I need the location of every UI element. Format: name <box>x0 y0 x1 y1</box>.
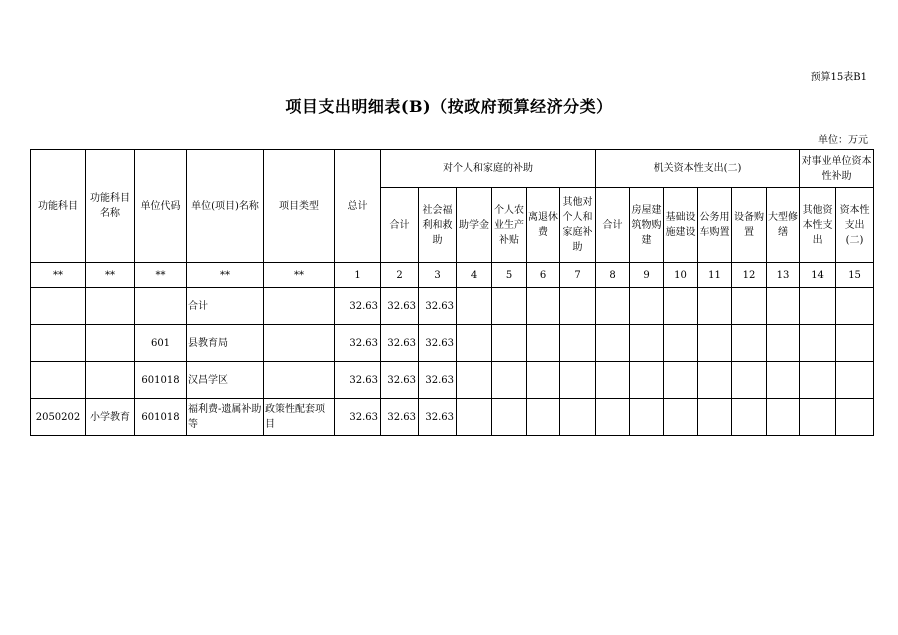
cell-empty <box>527 399 560 436</box>
cell-empty <box>492 325 527 362</box>
col-other-personal: 其他对个人和家庭补助 <box>560 188 596 263</box>
index-cell: ** <box>31 263 86 288</box>
group-public-institution-subsidy: 对事业单位资本性补助 <box>800 150 874 188</box>
cell-empty <box>836 362 874 399</box>
cell-func <box>31 288 86 325</box>
cell-empty <box>732 325 767 362</box>
cell-empty <box>664 288 698 325</box>
col-other-capital: 其他资本性支出 <box>800 188 836 263</box>
cell-code: 601018 <box>135 362 187 399</box>
cell-empty <box>596 399 630 436</box>
cell-social-welfare: 32.63 <box>419 288 457 325</box>
cell-empty <box>527 288 560 325</box>
cell-empty <box>698 325 732 362</box>
cell-func <box>31 362 86 399</box>
index-row <box>31 263 874 288</box>
cell-empty <box>732 362 767 399</box>
col-total: 总计 <box>335 150 381 263</box>
cell-empty <box>630 399 664 436</box>
index-cell: 1 <box>335 263 381 288</box>
cell-empty <box>836 399 874 436</box>
index-cell: ** <box>86 263 135 288</box>
expenditure-table <box>30 149 874 436</box>
cell-empty <box>630 288 664 325</box>
col-capital-two: 资本性支出(二) <box>836 188 874 263</box>
col-infrastructure: 基础设施建设 <box>664 188 698 263</box>
cell-empty <box>836 325 874 362</box>
cell-empty <box>836 288 874 325</box>
header-row-1 <box>31 150 874 188</box>
cell-empty <box>560 399 596 436</box>
cell-name: 合计 <box>187 288 264 325</box>
col-unit-code: 单位代码 <box>135 150 187 263</box>
col-capital-sum: 合计 <box>596 188 630 263</box>
cell-empty <box>492 362 527 399</box>
index-cell: 13 <box>767 263 800 288</box>
cell-func <box>31 325 86 362</box>
cell-type: 政策性配套项目 <box>264 399 335 436</box>
index-cell: 12 <box>732 263 767 288</box>
cell-type <box>264 362 335 399</box>
cell-empty <box>800 362 836 399</box>
col-unit-project-name: 单位(项目)名称 <box>187 150 264 263</box>
cell-empty <box>457 362 492 399</box>
cell-type <box>264 325 335 362</box>
cell-empty <box>664 325 698 362</box>
index-cell: 9 <box>630 263 664 288</box>
cell-empty <box>492 288 527 325</box>
cell-name: 县教育局 <box>187 325 264 362</box>
col-personal-sum: 合计 <box>381 188 419 263</box>
table-row <box>31 288 874 325</box>
cell-empty <box>698 399 732 436</box>
cell-func-name <box>86 325 135 362</box>
cell-code: 601018 <box>135 399 187 436</box>
col-equipment: 设备购置 <box>732 188 767 263</box>
index-cell: 15 <box>836 263 874 288</box>
cell-empty <box>767 399 800 436</box>
cell-empty <box>664 362 698 399</box>
index-cell: 11 <box>698 263 732 288</box>
cell-empty <box>698 288 732 325</box>
cell-code: 601 <box>135 325 187 362</box>
cell-empty <box>664 399 698 436</box>
cell-empty <box>457 325 492 362</box>
unit-label: 单位：万元 <box>818 135 868 146</box>
index-cell: ** <box>135 263 187 288</box>
cell-empty <box>630 362 664 399</box>
table-row <box>31 399 874 436</box>
col-retirement: 离退休费 <box>527 188 560 263</box>
index-cell: 14 <box>800 263 836 288</box>
col-building: 房屋建筑物购建 <box>630 188 664 263</box>
cell-name: 汉昌学区 <box>187 362 264 399</box>
cell-empty <box>560 325 596 362</box>
cell-type <box>264 288 335 325</box>
cell-empty <box>527 362 560 399</box>
cell-empty <box>596 325 630 362</box>
col-farm-subsidy: 个人农业生产补贴 <box>492 188 527 263</box>
cell-social-welfare: 32.63 <box>419 399 457 436</box>
page-title: 项目支出明细表(B)（按政府预算经济分类） <box>285 97 613 116</box>
cell-func-name: 小学教育 <box>86 399 135 436</box>
index-cell: 4 <box>457 263 492 288</box>
cell-total: 32.63 <box>335 399 381 436</box>
col-vehicle: 公务用车购置 <box>698 188 732 263</box>
cell-total: 32.63 <box>335 362 381 399</box>
cell-personal-sum: 32.63 <box>381 325 419 362</box>
group-capital-expenditure: 机关资本性支出(二) <box>596 150 800 188</box>
cell-total: 32.63 <box>335 325 381 362</box>
cell-func-name <box>86 288 135 325</box>
cell-empty <box>457 399 492 436</box>
cell-empty <box>560 288 596 325</box>
index-cell: ** <box>264 263 335 288</box>
col-func-subject-name: 功能科目名称 <box>86 150 135 263</box>
cell-empty <box>457 288 492 325</box>
cell-empty <box>732 288 767 325</box>
table-row <box>31 362 874 399</box>
index-cell: 5 <box>492 263 527 288</box>
cell-social-welfare: 32.63 <box>419 325 457 362</box>
col-scholarship: 助学金 <box>457 188 492 263</box>
cell-empty <box>767 325 800 362</box>
cell-func-name <box>86 362 135 399</box>
table-row <box>31 325 874 362</box>
cell-empty <box>527 325 560 362</box>
cell-empty <box>698 362 732 399</box>
group-personal-family-subsidy: 对个人和家庭的补助 <box>381 150 596 188</box>
index-cell: 10 <box>664 263 698 288</box>
cell-func: 2050202 <box>31 399 86 436</box>
cell-empty <box>732 399 767 436</box>
index-cell: 8 <box>596 263 630 288</box>
index-cell: ** <box>187 263 264 288</box>
col-social-welfare: 社会福利和救助 <box>419 188 457 263</box>
table-code: 预算15表B1 <box>810 72 867 83</box>
cell-empty <box>767 362 800 399</box>
cell-personal-sum: 32.63 <box>381 399 419 436</box>
col-func-subject: 功能科目 <box>31 150 86 263</box>
cell-empty <box>800 288 836 325</box>
cell-personal-sum: 32.63 <box>381 362 419 399</box>
cell-social-welfare: 32.63 <box>419 362 457 399</box>
index-cell: 2 <box>381 263 419 288</box>
col-project-type: 项目类型 <box>264 150 335 263</box>
cell-name: 福利费-遗属补助等 <box>187 399 264 436</box>
cell-total: 32.63 <box>335 288 381 325</box>
cell-empty <box>800 325 836 362</box>
cell-empty <box>492 399 527 436</box>
cell-empty <box>630 325 664 362</box>
cell-empty <box>596 362 630 399</box>
cell-code <box>135 288 187 325</box>
col-repair: 大型修缮 <box>767 188 800 263</box>
cell-empty <box>596 288 630 325</box>
index-cell: 3 <box>419 263 457 288</box>
cell-empty <box>560 362 596 399</box>
index-cell: 7 <box>560 263 596 288</box>
cell-personal-sum: 32.63 <box>381 288 419 325</box>
index-cell: 6 <box>527 263 560 288</box>
cell-empty <box>800 399 836 436</box>
cell-empty <box>767 288 800 325</box>
